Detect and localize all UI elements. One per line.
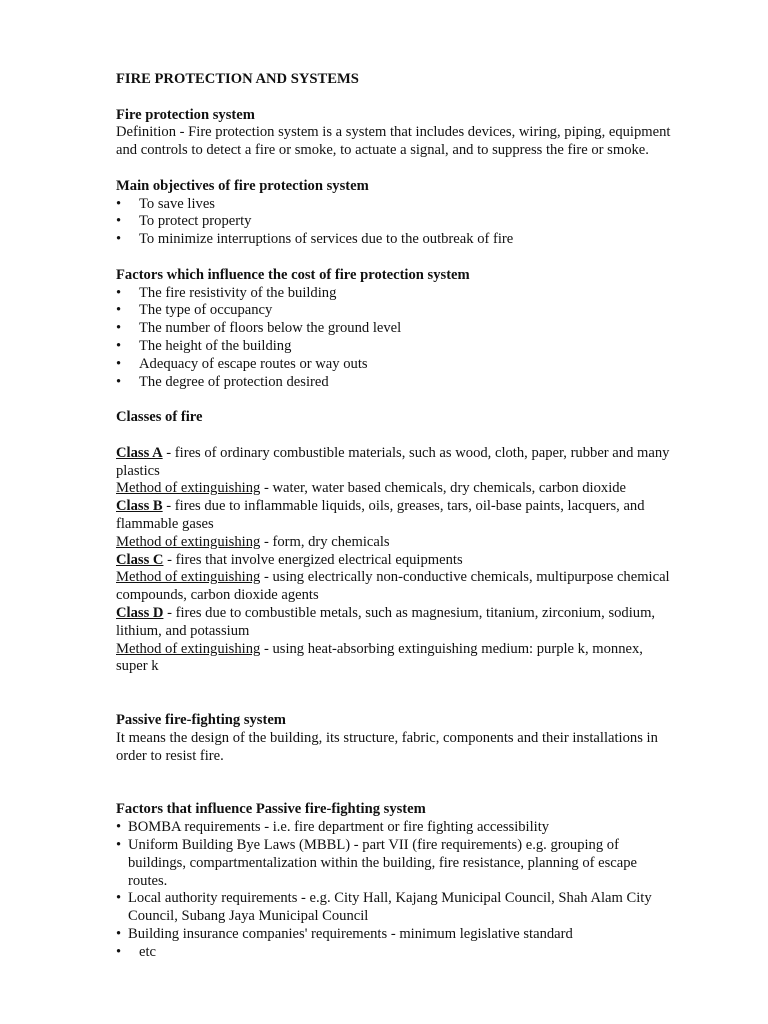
method-label: Method of extinguishing bbox=[116, 640, 261, 657]
section-main-objectives bbox=[116, 178, 676, 249]
section-heading: Main objectives of fire protection system bbox=[116, 177, 369, 194]
list-item: • The degree of protection desired bbox=[116, 374, 676, 392]
class-label: Class D bbox=[116, 604, 164, 621]
class-label: Class C bbox=[116, 551, 164, 568]
class-description: - fires that involve energized electrical equipments bbox=[163, 551, 463, 568]
list-item: • The height of the building bbox=[116, 338, 676, 356]
class-c-method bbox=[116, 569, 676, 605]
class-label: Class B bbox=[116, 498, 163, 515]
method-label: Method of extinguishing bbox=[116, 533, 261, 550]
objectives-list bbox=[116, 196, 676, 249]
section-heading: Classes of fire bbox=[116, 409, 203, 426]
class-b-paragraph bbox=[116, 498, 676, 534]
cost-factors-list bbox=[116, 285, 676, 392]
passive-description: It means the design of the building, its structure, fabric, components and their installations in order to resist fire. bbox=[116, 729, 658, 764]
method-description: - using electrically non-conductive chemicals, multipurpose chemical compounds, carbon dioxide agents bbox=[116, 569, 670, 604]
document-page bbox=[116, 71, 676, 962]
list-item: • To minimize interruptions of services due to the outbreak of fire bbox=[116, 231, 676, 249]
method-description: - form, dry chemicals bbox=[260, 533, 390, 550]
list-item: • etc bbox=[116, 944, 676, 962]
section-fire-protection-system bbox=[116, 107, 676, 160]
class-a-method bbox=[116, 480, 676, 498]
section-cost-factors bbox=[116, 267, 676, 392]
section-classes-of-fire bbox=[116, 409, 676, 676]
method-description: - water, water based chemicals, dry chemicals, carbon dioxide bbox=[260, 480, 627, 497]
list-item: • To protect property bbox=[116, 213, 676, 231]
class-c-paragraph bbox=[116, 552, 676, 570]
section-heading: Passive fire-fighting system bbox=[116, 712, 286, 729]
list-item: • The type of occupancy bbox=[116, 302, 676, 320]
section-passive-fire-fighting bbox=[116, 712, 676, 765]
list-item: • Building insurance companies' requirements - minimum legislative standard bbox=[116, 926, 676, 944]
method-label: Method of extinguishing bbox=[116, 569, 261, 586]
class-b-method bbox=[116, 534, 676, 552]
class-d-paragraph bbox=[116, 605, 676, 641]
section-heading: Factors which influence the cost of fire protection system bbox=[116, 266, 470, 283]
class-description: - fires of ordinary combustible materials, such as wood, cloth, paper, rubber and many plastics bbox=[116, 444, 670, 479]
method-label: Method of extinguishing bbox=[116, 480, 261, 497]
class-a-paragraph bbox=[116, 445, 676, 481]
method-description: - using heat-absorbing extinguishing medium: purple k, monnex, super k bbox=[116, 640, 643, 675]
class-label: Class A bbox=[116, 444, 163, 461]
section-heading: Factors that influence Passive fire-fighting system bbox=[116, 801, 426, 818]
list-item: • Uniform Building Bye Laws (MBBL) - part VII (fire requirements) e.g. grouping of buildings, compartmentalization within the building, fire resistance, planning of escape routes. bbox=[116, 837, 676, 890]
list-item: • Local authority requirements - e.g. City Hall, Kajang Municipal Council, Shah Alam City Council, Subang Jaya Municipal Council bbox=[116, 890, 676, 926]
class-description: - fires due to combustible metals, such as magnesium, titanium, zirconium, sodium, lithium, and potassium bbox=[116, 604, 656, 639]
list-item: • To save lives bbox=[116, 196, 676, 214]
document-title: FIRE PROTECTION AND SYSTEMS bbox=[116, 71, 359, 87]
class-d-method bbox=[116, 641, 676, 677]
list-item: • BOMBA requirements - i.e. fire department or fire fighting accessibility bbox=[116, 819, 676, 837]
section-heading: Fire protection system bbox=[116, 106, 255, 123]
list-item: • The number of floors below the ground level bbox=[116, 320, 676, 338]
list-item: • The fire resistivity of the building bbox=[116, 285, 676, 303]
section-passive-factors bbox=[116, 801, 676, 961]
list-item: • Adequacy of escape routes or way outs bbox=[116, 356, 676, 374]
passive-factors-list bbox=[116, 819, 676, 961]
class-description: - fires due to inflammable liquids, oils, greases, tars, oil-base paints, lacquers, and flammable gases bbox=[116, 498, 645, 532]
definition-paragraph: Definition - Fire protection system is a system that includes devices, wiring, piping, equipment and controls to detect a fire or smoke, to actuate a signal, and to suppress the fire or smoke. bbox=[116, 124, 671, 159]
